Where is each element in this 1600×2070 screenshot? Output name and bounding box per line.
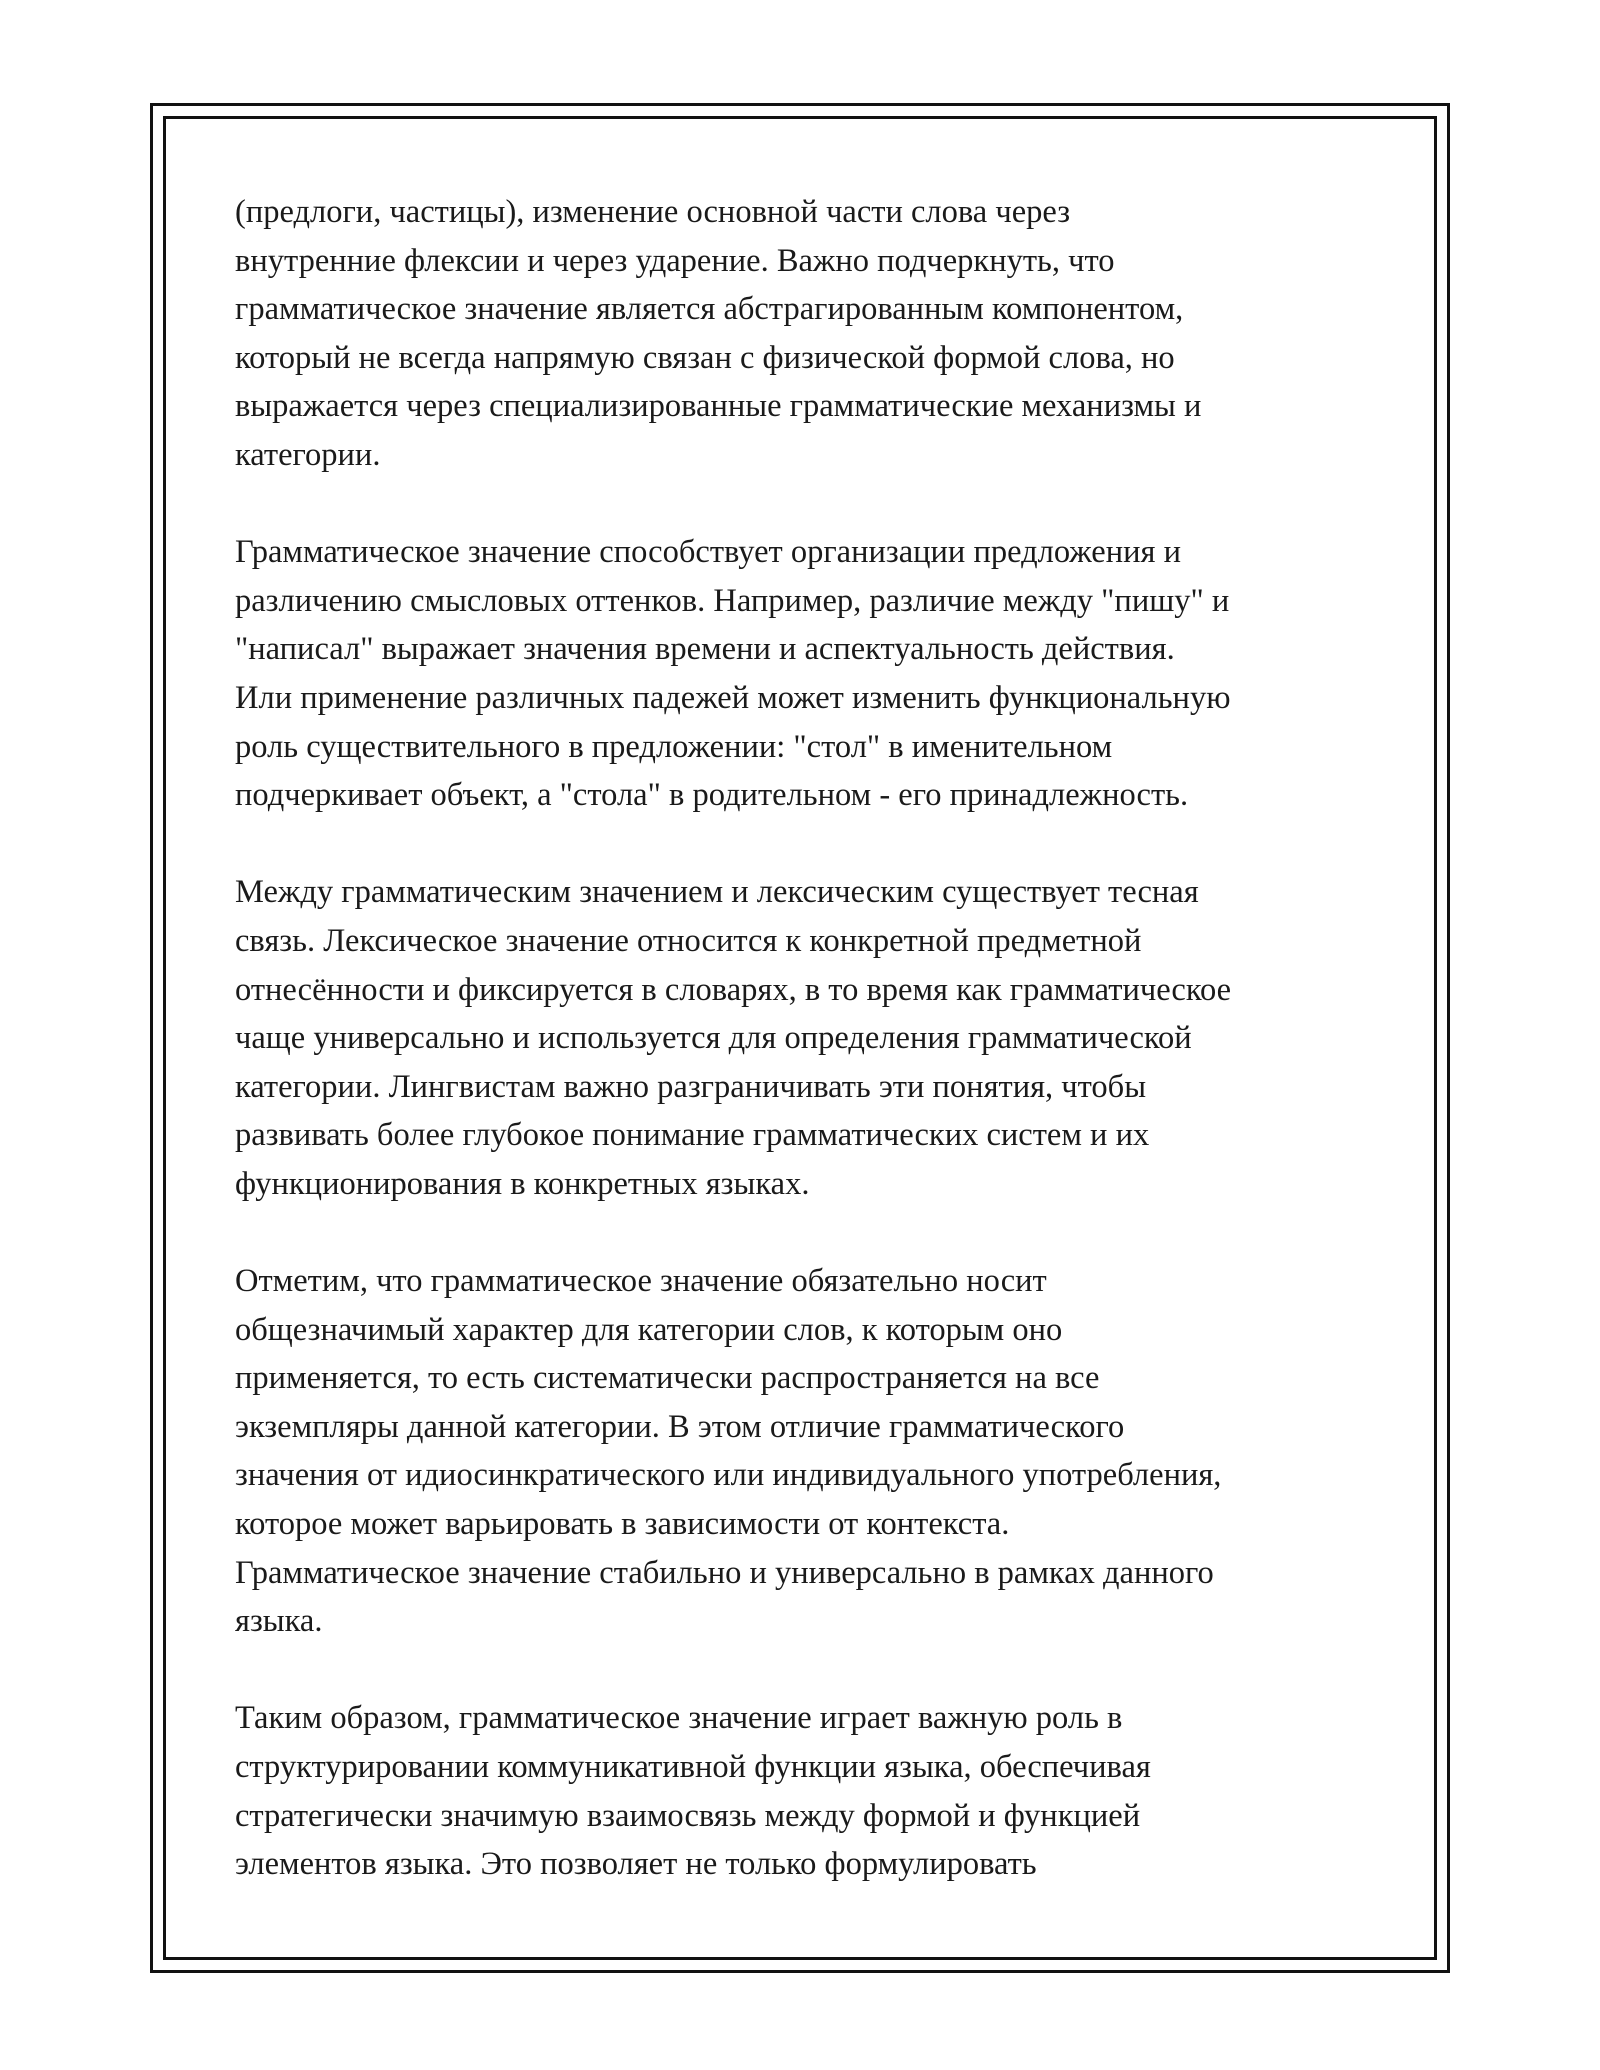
text-line: элементов языка. Это позволяет не только формулировать xyxy=(235,1846,1037,1883)
text-line: которое может варьировать в зависимости от контекста. xyxy=(235,1506,1010,1543)
text-line: категории. Лингвистам важно разграничивать эти понятия, чтобы xyxy=(235,1068,1147,1105)
text-line: Или применение различных падежей может изменить функциональную xyxy=(235,679,1231,716)
text-line: выражается через специализированные грамматические механизмы и xyxy=(235,388,1202,425)
text-line: развивать более глубокое понимание грамматических систем и их xyxy=(235,1117,1150,1154)
text-line: различению смысловых оттенков. Например, различие между "пишу" и xyxy=(235,582,1230,619)
text-line: связь. Лексическое значение относится к конкретной предметной xyxy=(235,922,1142,959)
text-line: роль существительного в предложении: "стол" в именительном xyxy=(235,728,1113,765)
text-line: внутренние флексии и через ударение. Важно подчеркнуть, что xyxy=(235,242,1115,279)
text-line: стратегически значимую взаимосвязь между формой и функцией xyxy=(235,1797,1141,1834)
text-line: экземпляры данной категории. В этом отличие грамматического xyxy=(235,1408,1125,1445)
text-line: категории. xyxy=(235,436,381,473)
text-line: Отметим, что грамматическое значение обязательно носит xyxy=(235,1263,1047,1300)
text-line: структурировании коммуникативной функции языка, обеспечивая xyxy=(235,1749,1151,1785)
paragraph-4 xyxy=(235,1257,1375,1646)
text-line: грамматическое значение является абстрагированным компонентом, xyxy=(235,291,1184,328)
document-body xyxy=(235,188,1375,1937)
text-line: подчеркивает объект, а "стола" в родительном - его принадлежность. xyxy=(235,777,1189,814)
text-line: чаще универсально и используется для определения грамматической xyxy=(235,1020,1192,1057)
text-line: языка. xyxy=(235,1603,323,1640)
text-line: "написал" выражает значения времени и аспектуальность действия. xyxy=(235,631,1175,668)
text-line: Между грамматическим значением и лексическим существует тесная xyxy=(235,874,1199,911)
text-line: Грамматическое значение стабильно и универсально в рамках данного xyxy=(235,1554,1214,1591)
text-line: Таким образом, грамматическое значение играет важную роль в xyxy=(235,1700,1123,1737)
text-line: функционирования в конкретных языках. xyxy=(235,1165,810,1202)
text-line: значения от идиосинкратического или индивидуального употребления, xyxy=(235,1457,1222,1494)
text-line: отнесённости и фиксируется в словарях, в то время как грамматическое xyxy=(235,971,1232,1008)
paragraph-2 xyxy=(235,528,1375,820)
paragraph-5 xyxy=(235,1694,1375,1888)
text-line: общезначимый характер для категории слов, к которым оно xyxy=(235,1311,1063,1348)
text-line: Грамматическое значение способствует организации предложения и xyxy=(235,534,1181,571)
text-line: который не всегда напрямую связан с физической формой слова, но xyxy=(235,339,1175,376)
text-line: применяется, то есть систематически распространяется на все xyxy=(235,1360,1100,1397)
text-line: (предлоги, частицы), изменение основной части слова через xyxy=(235,194,1071,230)
paragraph-3 xyxy=(235,868,1375,1208)
paragraph-1 xyxy=(235,188,1375,480)
